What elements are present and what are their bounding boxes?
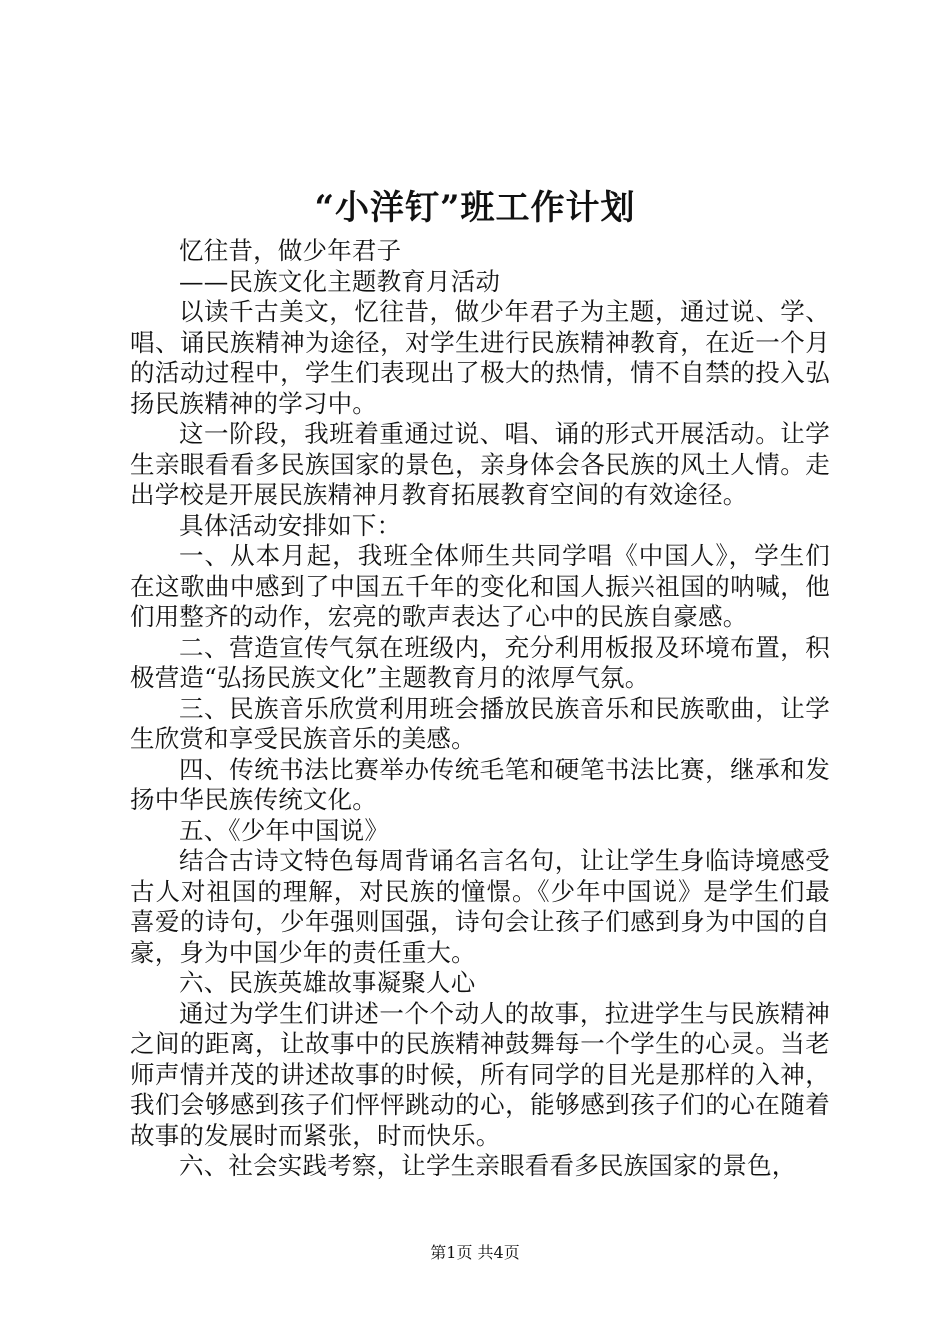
paragraph-item-3: 三、民族音乐欣赏利用班会播放民族音乐和民族歌曲，让学生欣赏和享受民族音乐的美感。 — [130, 693, 830, 753]
paragraph-item-6b: 六、社会实践考察，让学生亲眼看看多民族国家的景色， — [179, 1151, 797, 1180]
paragraph-item-1: 一、从本月起，我班全体师生共同学唱《中国人》，学生们在这歌曲中感到了中国五千年的变化和国人振兴祖国的呐喊，他们用整齐的动作，宏亮的歌声表达了心中的民族自豪感。 — [130, 541, 830, 631]
paragraph-item-5-body: 结合古诗文特色每周背诵名言名句，让让学生身临诗境感受古人对祖国的理解，对民族的憧憬。《少年中国说》是学生们最喜爱的诗句，少年强则国强，诗句会让孩子们感到身为中国的自豪，身为中国少年的责任重大。 — [130, 846, 830, 967]
paragraph-item-5-heading: 五、《少年中国说》 — [179, 815, 390, 845]
document-body — [130, 236, 830, 1182]
paragraph-item-4: 四、传统书法比赛举办传统毛笔和硬笔书法比赛，继承和发扬中华民族传统文化。 — [130, 754, 830, 814]
paragraph-item-6-heading: 六、民族英雄故事凝聚人心 — [179, 968, 476, 997]
subtitle-line: 忆往昔，做少年君子 — [179, 236, 402, 265]
paragraph-arrangement-heading: 具体活动安排如下： — [179, 510, 402, 540]
paragraph-stage: 这一阶段，我班着重通过说、唱、诵的形式开展活动。让学生亲眼看看多民族国家的景色，亲身体会各民族的风土人情。走出学校是开展民族精神月教育拓展教育空间的有效途径。 — [130, 419, 830, 509]
paragraph-item-2: 二、营造宣传气氛在班级内，充分利用板报及环境布置，积极营造“弘扬民族文化”主题教育月的浓厚气氛。 — [130, 632, 830, 692]
paragraph-item-6-body: 通过为学生们讲述一个个动人的故事，拉进学生与民族精神之间的距离，让故事中的民族精神鼓舞每一个学生的心灵。当老师声情并茂的讲述故事的时候，所有同学的目光是那样的入神，我们会够感到孩子们怦怦跳动的心，能够感到孩子们的心在随着故事的发展时而紧张，时而快乐。 — [130, 998, 830, 1150]
paragraph-intro: 以读千古美文，忆往昔，做少年君子为主题，通过说、学、唱、诵民族精神为途径，对学生进行民族精神教育，在近一个月的活动过程中，学生们表现出了极大的热情，情不自禁的投入弘扬民族精神的学习中。 — [130, 297, 830, 418]
document-title: “小洋钉”班工作计划 — [314, 188, 636, 228]
subtitle-activity: ——民族文化主题教育月活动 — [179, 266, 501, 296]
page-number-footer: 第1页 共4页 — [430, 1243, 520, 1262]
